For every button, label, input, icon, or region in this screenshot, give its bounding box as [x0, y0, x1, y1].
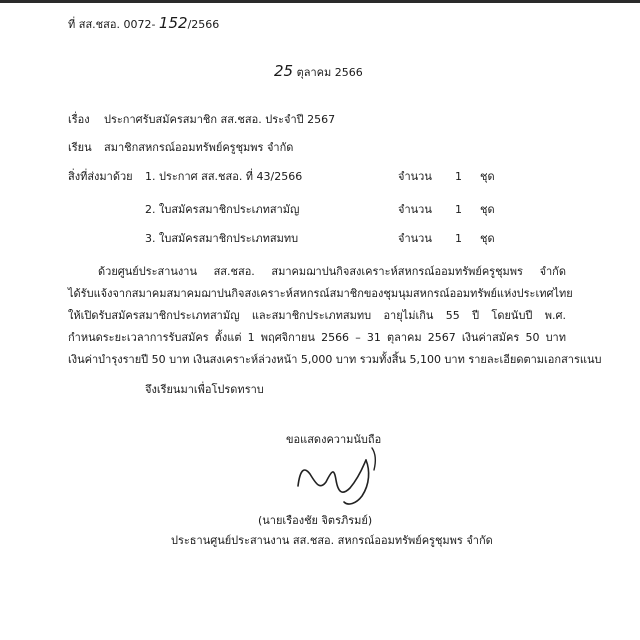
handwritten-signature: [290, 440, 400, 510]
enclosure-qty-label: จำนวน: [398, 203, 432, 216]
recipient-text: สมาชิกสหกรณ์ออมทรัพย์ครูชุมพร จำกัด: [104, 141, 294, 154]
ref-suffix: /2566: [187, 18, 220, 31]
ref-handwritten-number: 152: [158, 14, 188, 32]
enclosures-label: สิ่งที่ส่งมาด้วย: [68, 170, 133, 183]
signer-name: (นายเรืองชัย จิตรภิรมย์): [258, 514, 373, 527]
signer-title: ประธานศูนย์ประสานงาน สส.ชสอ. สหกรณ์ออมทรัพย์ครูชุมพร จำกัด: [171, 534, 493, 547]
date-day: 25: [274, 62, 294, 80]
subject-text: ประกาศรับสมัครสมาชิก สส.ชสอ. ประจำปี 2567: [104, 113, 336, 126]
reference-line: [68, 16, 219, 32]
enclosure-qty: 1: [455, 232, 462, 245]
date-rest: ตุลาคม 2566: [296, 66, 363, 79]
enclosure-qty: 1: [455, 170, 462, 183]
enclosure-unit: ชุด: [480, 170, 495, 183]
body-line-2: ได้รับแจ้งจากสมาคมสมาคมฌาปนกิจสงเคราะห์สหกรณ์สมาชิกของชุมนุมสหกรณ์ออมทรัพย์แห่งประเทศไทย: [68, 287, 573, 300]
enclosure-qty: 1: [455, 203, 462, 216]
body-line-4: กำหนดระยะเวลาการรับสมัคร ตั้งแต่ 1 พฤศจิกายน 2566 – 31 ตุลาคม 2567 เงินค่าสมัคร 50 บาท: [68, 331, 566, 344]
body-line-3: ให้เปิดรับสมัครสมาชิกประเภทสามัญ และสมาชิกประเภทสมทบ อายุไม่เกิน 55 ปี โดยนับปี พ.ศ.: [68, 309, 566, 322]
enclosure-unit: ชุด: [480, 203, 495, 216]
top-border: [0, 0, 640, 3]
body-line-5: เงินค่าบำรุงรายปี 50 บาท เงินสงเคราะห์ล่วงหน้า 5,000 บาท รวมทั้งสิ้น 5,100 บาท รายละเอียดตามเอกสารแนบ: [68, 353, 602, 366]
enclosure-qty-label: จำนวน: [398, 170, 432, 183]
enclosure-item-1: 1. ประกาศ สส.ชสอ. ที่ 43/2566: [145, 170, 303, 183]
enclosure-item-2: 2. ใบสมัครสมาชิกประเภทสามัญ: [145, 203, 300, 216]
body-line-1: ด้วยศูนย์ประสานงาน สส.ชสอ. สมาคมฌาปนกิจสงเคราะห์สหกรณ์ออมทรัพย์ครูชุมพร จำกัด: [98, 265, 566, 278]
enclosure-qty-label: จำนวน: [398, 232, 432, 245]
recipient-label: เรียน: [68, 141, 92, 154]
closing-request: จึงเรียนมาเพื่อโปรดทราบ: [145, 383, 264, 396]
subject-label: เรื่อง: [68, 113, 90, 126]
enclosure-item-3: 3. ใบสมัครสมาชิกประเภทสมทบ: [145, 232, 299, 245]
enclosure-unit: ชุด: [480, 232, 495, 245]
ref-prefix: ที่ สส.ชสอ. 0072-: [68, 18, 156, 31]
sign-off: ขอแสดงความนับถือ: [286, 433, 382, 446]
date-line: [274, 64, 363, 80]
